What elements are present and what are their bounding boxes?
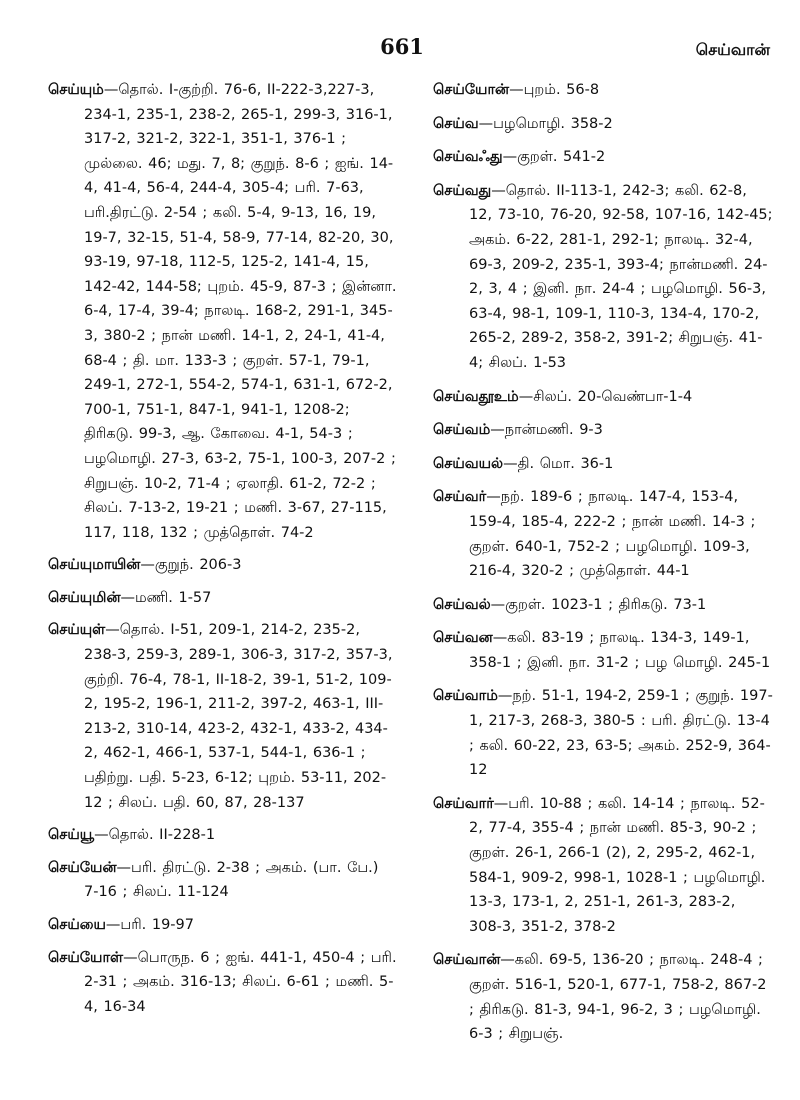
entry-headword: செய்யேன் (48, 859, 117, 876)
entry-headword: செய்வார் (433, 795, 494, 812)
entry-references: —மணி. 1-57 (120, 589, 212, 606)
entry-references: —தி. மொ. 36-1 (503, 455, 614, 472)
index-entry (433, 112, 773, 137)
entry-references: —பரி. 19-97 (105, 917, 194, 933)
entry-headword: செய்வம் (433, 422, 491, 439)
index-entry (433, 593, 773, 618)
index-entry (433, 485, 773, 583)
index-entry (433, 452, 773, 477)
running-head: செய்வான் (695, 40, 770, 59)
entry-headword: செய்வல் (433, 596, 491, 613)
entry-headword: செய்வர் (433, 489, 487, 506)
entry-references: —தொல். II-113-1, 242-3; கலி. 62-8, 12, 73-10, 76-20, 92-58, 107-16, 142-45; அகம். 6-22, 281-1, 292-1; நாலடி. 32-4, 69-3, 209-2, 235-1, 393-4; நான்மணி. 24-2, 3, 4 ; இனி. நா. 24-4 ; பழமொழி. 56-3, 63-4, 98-1, 109-1, 110-3, 134-4, 170-2, 265-2, 289-2, 358-2, 391-2; சிறுபஞ். 41-4; சிலப். 1-53 (469, 182, 773, 371)
entry-headword: செய்வயல் (433, 455, 504, 472)
entry-references: —தொல். I-51, 209-1, 214-2, 235-2, 238-3, 259-3, 289-1, 306-3, 317-2, 357-3, குற்றி. 76-4, 78-1, II-18-2, 39-1, 51-2, 109-2, 195-2, 196-1, 211-2, 397-2, 463-1, III-213-2, 310-14, 423-2, 432-1, 433-2, 434-2, 462-1, 466-1, 537-1, 544-1, 636-1 ; பதிற்று. பதி. 5-23, 6-12; புறம். 53-11, 202-12 ; சிலப். பதி. 60, 87, 28-137 (84, 622, 393, 811)
page-number: 661 (380, 34, 424, 59)
entry-references: —குறள். 541-2 (502, 149, 606, 166)
index-entry (48, 856, 398, 905)
entry-headword: செய்வ (433, 115, 479, 132)
index-entry (433, 145, 773, 170)
entry-headword: செய்யோன் (433, 82, 510, 98)
entry-references: —பொருந. 6 ; ஐங். 441-1, 450-4 ; பரி. 2-31 ; அகம். 316-13; சிலப். 6-61 ; மணி. 5-4, 16-34 (84, 949, 397, 1015)
entry-headword: செய்வன (433, 630, 493, 647)
index-entry (433, 948, 773, 1046)
index-entry (48, 823, 398, 848)
entry-headword: செய்யோள் (48, 949, 124, 966)
entry-references: —பரி. 10-88 ; கலி. 14-14 ; நாலடி. 52-2, 77-4, 355-4 ; நான் மணி. 85-3, 90-2 ; குறள். 26-1, 266-1 (2), 2, 295-2, 462-1, 584-1, 909-2, 998-1, 1028-1 ; பழமொழி. 13-3, 173-1, 2, 251-1, 261-3, 283-2, 308-3, 351-2, 378-2 (469, 795, 766, 935)
index-entry (433, 418, 773, 443)
entry-headword: செய்வதூஉம் (433, 388, 519, 405)
left-column (48, 78, 398, 1027)
entry-headword: செய்யை (48, 917, 106, 933)
entry-headword: செய்வஃது (433, 149, 503, 166)
entry-headword: செய்யுமின் (48, 589, 121, 606)
index-entry (433, 385, 773, 410)
index-entry (433, 684, 773, 782)
entry-references: —நற். 51-1, 194-2, 259-1 ; குறுந். 197-1, 217-3, 268-3, 380-5 : பரி. திரட்டு. 13-4 ; கலி. 60-22, 23, 63-5; அகம். 252-9, 364-12 (469, 688, 773, 779)
entry-headword: செய்வது (433, 182, 492, 199)
entry-references: —தொல். II-228-1 (94, 827, 216, 844)
entry-references: —குறுந். 206-3 (140, 557, 242, 574)
entry-references: —பழமொழி. 358-2 (478, 115, 613, 132)
index-entry (433, 78, 773, 103)
index-entry (48, 78, 398, 545)
entry-references: —நான்மணி. 9-3 (490, 422, 603, 439)
index-entry (48, 946, 398, 1020)
entry-references: —சிலப். 20-வெண்பா-1-4 (518, 388, 693, 405)
index-entry (48, 586, 398, 611)
index-entry (433, 792, 773, 940)
index-entry (48, 618, 398, 815)
index-entry (48, 913, 398, 938)
entry-references: —தொல். I-குற்றி. 76-6, II-222-3,227-3, 234-1, 235-1, 238-2, 265-1, 299-3, 316-1, 317-2, 321-2, 322-1, 351-1, 376-1 ; முல்லை. 46; மது. 7, 8; குறுந். 8-6 ; ஐங். 14-4, 41-4, 56-4, 244-4, 305-4; பரி. 7-63, பரி.திரட்டு. 2-54 ; கலி. 5-4, 9-13, 16, 19, 19-7, 32-15, 51-4, 58-9, 77-14, 82-20, 30, 93-19, 97-18, 112-5, 125-2, 141-4, 15, 142-42, 144-58; புறம். 45-9, 87-3 ; இன்னா. 6-4, 17-4, 39-4; நாலடி. 168-2, 291-1, 345-3, 380-2 ; நான் மணி. 14-1, 2, 24-1, 41-4, 68-4 ; தி. மா. 133-3 ; குறள். 57-1, 79-1, 249-1, 272-1, 554-2, 574-1, 631-1, 672-2, 700-1, 751-1, 847-1, 941-1, 1208-2; திரிகடு. 99-3, ஆ. கோவை. 4-1, 54-3 ; பழமொழி. 27-3, 63-2, 75-1, 100-3, 207-2 ; சிறுபஞ். 10-2, 71-4 ; ஏலாதி. 61-2, 72-2 ; சிலப். 7-13-2, 19-21 ; மணி. 3-67, 27-115, 117, 118, 132 ; முத்தொள். 74-2 (84, 82, 397, 541)
entry-headword: செய்யுள் (48, 622, 106, 639)
index-entry (433, 179, 773, 376)
entry-references: —நற். 189-6 ; நாலடி. 147-4, 153-4, 159-4, 185-4, 222-2 ; நான் மணி. 14-3 ; குறள். 640-1, 752-2 ; பழமொழி. 109-3, 216-4, 320-2 ; முத்தொள். 44-1 (469, 489, 756, 580)
entry-references: —குறள். 1023-1 ; திரிகடு. 73-1 (490, 596, 707, 613)
entry-references: —புறம். 56-8 (509, 82, 600, 98)
entry-headword: செய்வாம் (433, 688, 498, 705)
entry-references: —கலி. 69-5, 136-20 ; நாலடி. 248-4 ; குறள். 516-1, 520-1, 677-1, 758-2, 867-2 ; திரிகடு. 81-3, 94-1, 96-2, 3 ; பழமொழி. 6-3 ; சிறுபஞ். (469, 952, 767, 1043)
index-entry (48, 553, 398, 578)
entry-headword: செய்வான் (433, 952, 501, 969)
entry-headword: செய்யுமாயின் (48, 557, 141, 574)
index-entry (433, 626, 773, 675)
entry-references: —பரி. திரட்டு. 2-38 ; அகம். (பா. பே.) 7-16 ; சிலப். 11-124 (84, 859, 379, 901)
entry-references: —கலி. 83-19 ; நாலடி. 134-3, 149-1, 358-1 ; இனி. நா. 31-2 ; பழ மொழி. 245-1 (469, 630, 771, 671)
right-column (433, 78, 773, 1056)
entry-headword: செய்யூ (48, 827, 95, 844)
entry-headword: செய்யும் (48, 82, 104, 98)
